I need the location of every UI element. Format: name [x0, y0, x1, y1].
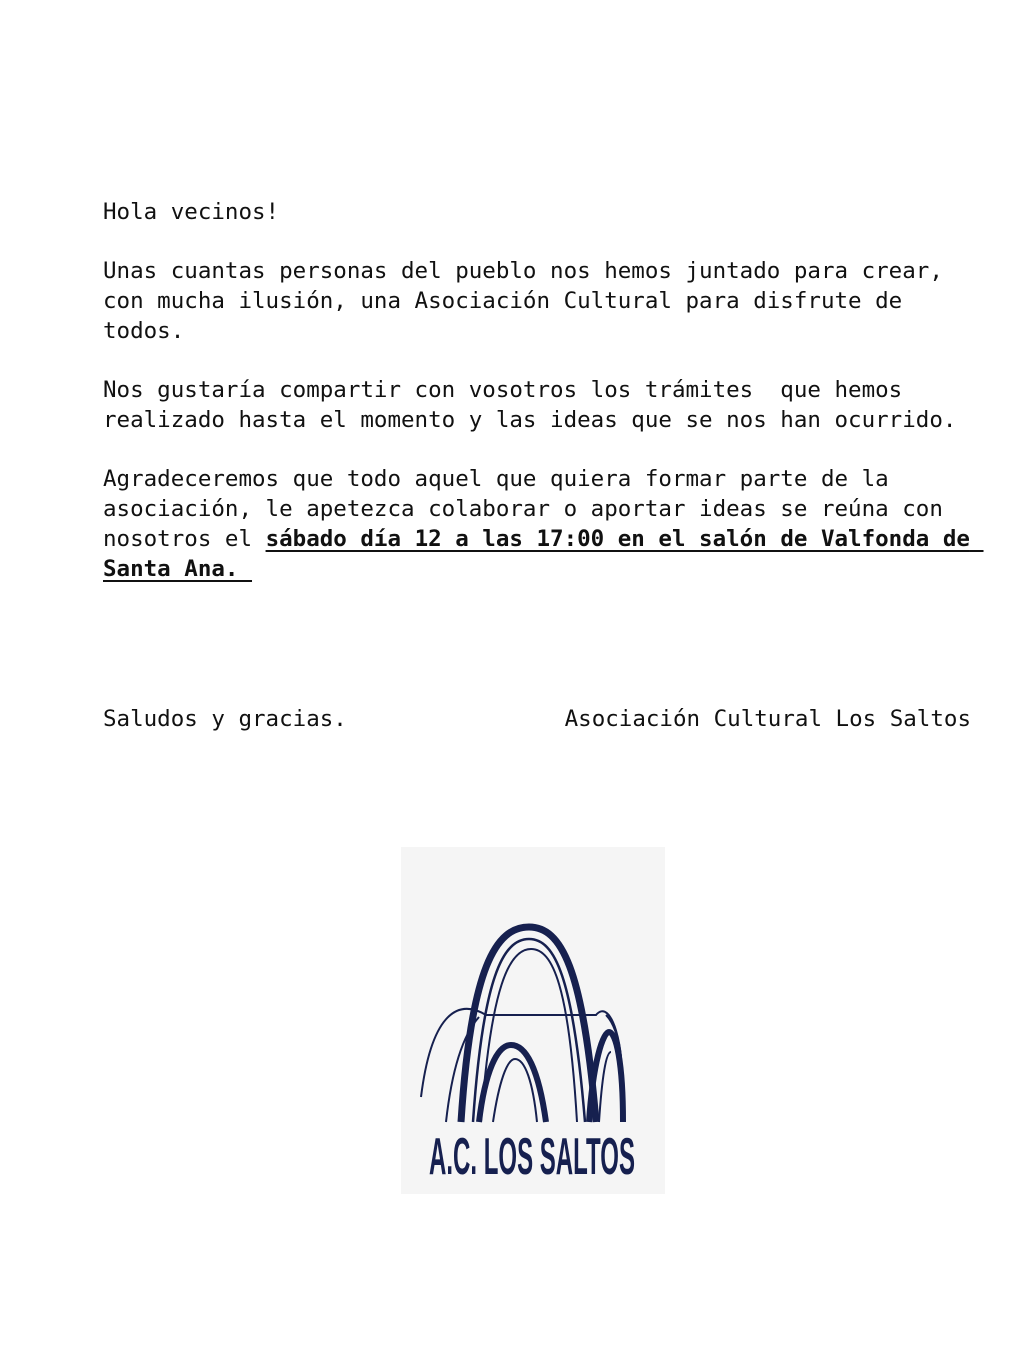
arches-logo-icon — [401, 847, 665, 1194]
association-logo — [401, 847, 665, 1194]
paragraph-procedures: Nos gustaría compartir con vosotros los trámites que hemos realizado hasta el momento y las ideas que se nos han ocurrido. — [103, 377, 957, 433]
invitation-text: Agradeceremos que todo aquel que quiera formar parte de la asociación, le apetezca colaborar o aportar ideas se reúna con nosotros el — [103, 466, 957, 552]
signature-text: Asociación Cultural Los Saltos — [564, 706, 971, 732]
logo-text: A.C. LOS SALTOS — [429, 1128, 635, 1186]
meeting-details: sábado día 12 a las 17:00 en el salón de Valfonda de Santa Ana. — [103, 526, 984, 582]
closing-text: Saludos y gracias. — [103, 706, 347, 732]
paragraph-invitation — [103, 464, 983, 584]
paragraph-intro: Unas cuantas personas del pueblo nos hemos juntado para crear, con mucha ilusión, una Asociación Cultural para disfrute de todos. — [103, 258, 957, 344]
letter-body — [103, 197, 983, 584]
greeting: Hola vecinos! — [103, 199, 280, 225]
